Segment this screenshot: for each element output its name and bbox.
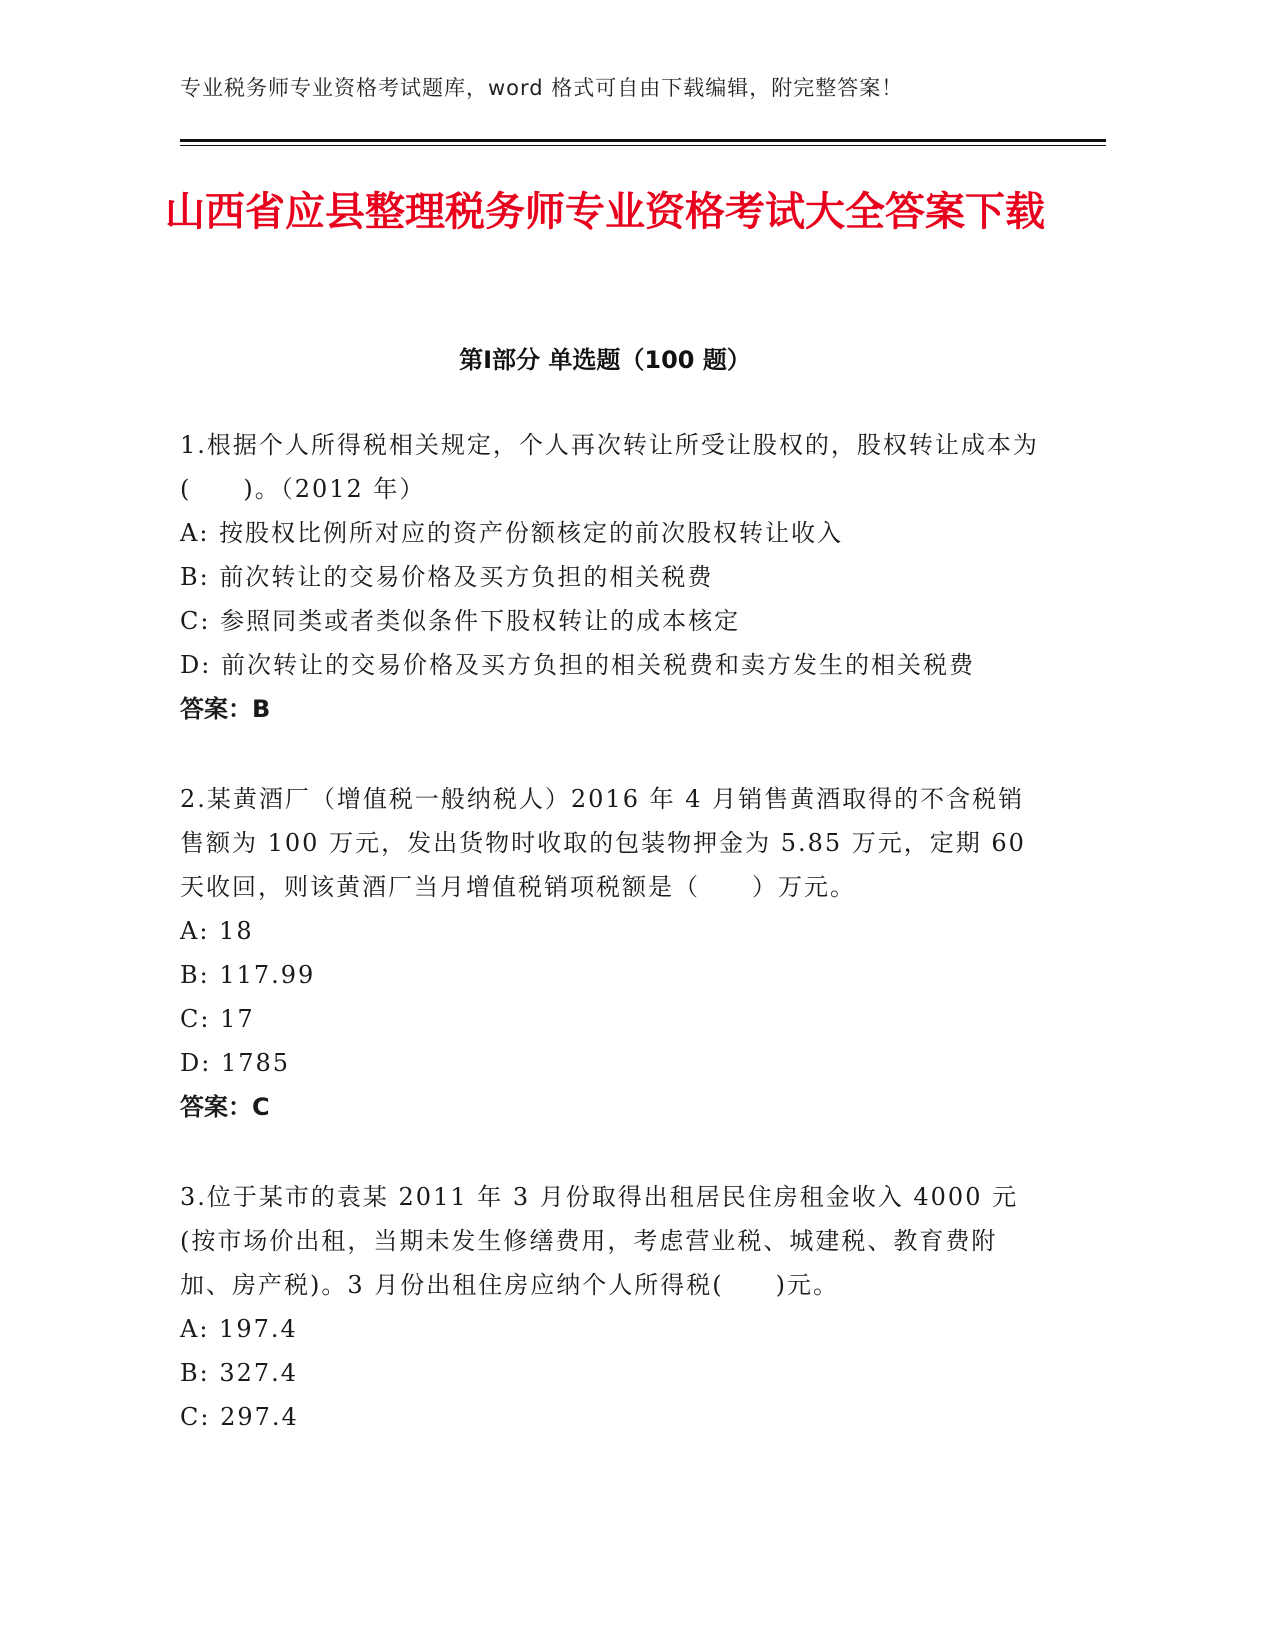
document-title: 山西省应县整理税务师专业资格考试大全答案下载 <box>165 189 1045 235</box>
answer: 答案：B <box>180 695 271 723</box>
question-stem: 2.某黄酒厂（增值税一般纳税人）2016 年 4 月销售黄酒取得的不含税销售额为 100 万元，发出货物时收取的包装物押金为 5.85 万元，定期 60 天收回，则该黄酒厂当月增值税销项税额是（ ）万元。 <box>180 785 1026 901</box>
option-b: B: 前次转让的交易价格及买方负担的相关税费 <box>180 563 714 591</box>
question-list <box>180 423 1040 1485</box>
section-title: 第Ⅰ部分 单选题（100 题） <box>459 346 751 374</box>
question-stem: 3.位于某市的袁某 2011 年 3 月份取得出租居民住房租金收入 4000 元(按市场价出租，当期未发生修缮费用，考虑营业税、城建税、教育费附加、房产税)。3 月份出租住房应纳个人所得税( )元。 <box>180 1183 1019 1299</box>
option-a: A: 197.4 <box>180 1315 298 1343</box>
option-b: B: 327.4 <box>180 1359 299 1387</box>
question-1 <box>180 423 1040 731</box>
question-2 <box>180 777 1040 1129</box>
header-rule-thin <box>180 145 1106 146</box>
answer: 答案：C <box>180 1093 270 1121</box>
option-c: C: 参照同类或者类似条件下股权转让的成本核定 <box>180 607 741 635</box>
question-3 <box>180 1175 1040 1439</box>
question-stem: 1.根据个人所得税相关规定，个人再次转让所受让股权的，股权转让成本为( )。（2012 年） <box>180 431 1039 503</box>
header-note: 专业税务师专业资格考试题库，word 格式可自由下载编辑，附完整答案！ <box>180 76 904 100</box>
option-d: D: 1785 <box>180 1049 291 1077</box>
header-rule-thick <box>180 139 1106 142</box>
option-d: D: 前次转让的交易价格及买方负担的相关税费和卖方发生的相关税费 <box>180 651 975 679</box>
option-c: C: 297.4 <box>180 1403 299 1431</box>
option-b: B: 117.99 <box>180 961 316 989</box>
option-c: C: 17 <box>180 1005 255 1033</box>
option-a: A: 按股权比例所对应的资产份额核定的前次股权转让收入 <box>180 519 844 547</box>
option-a: A: 18 <box>180 917 254 945</box>
